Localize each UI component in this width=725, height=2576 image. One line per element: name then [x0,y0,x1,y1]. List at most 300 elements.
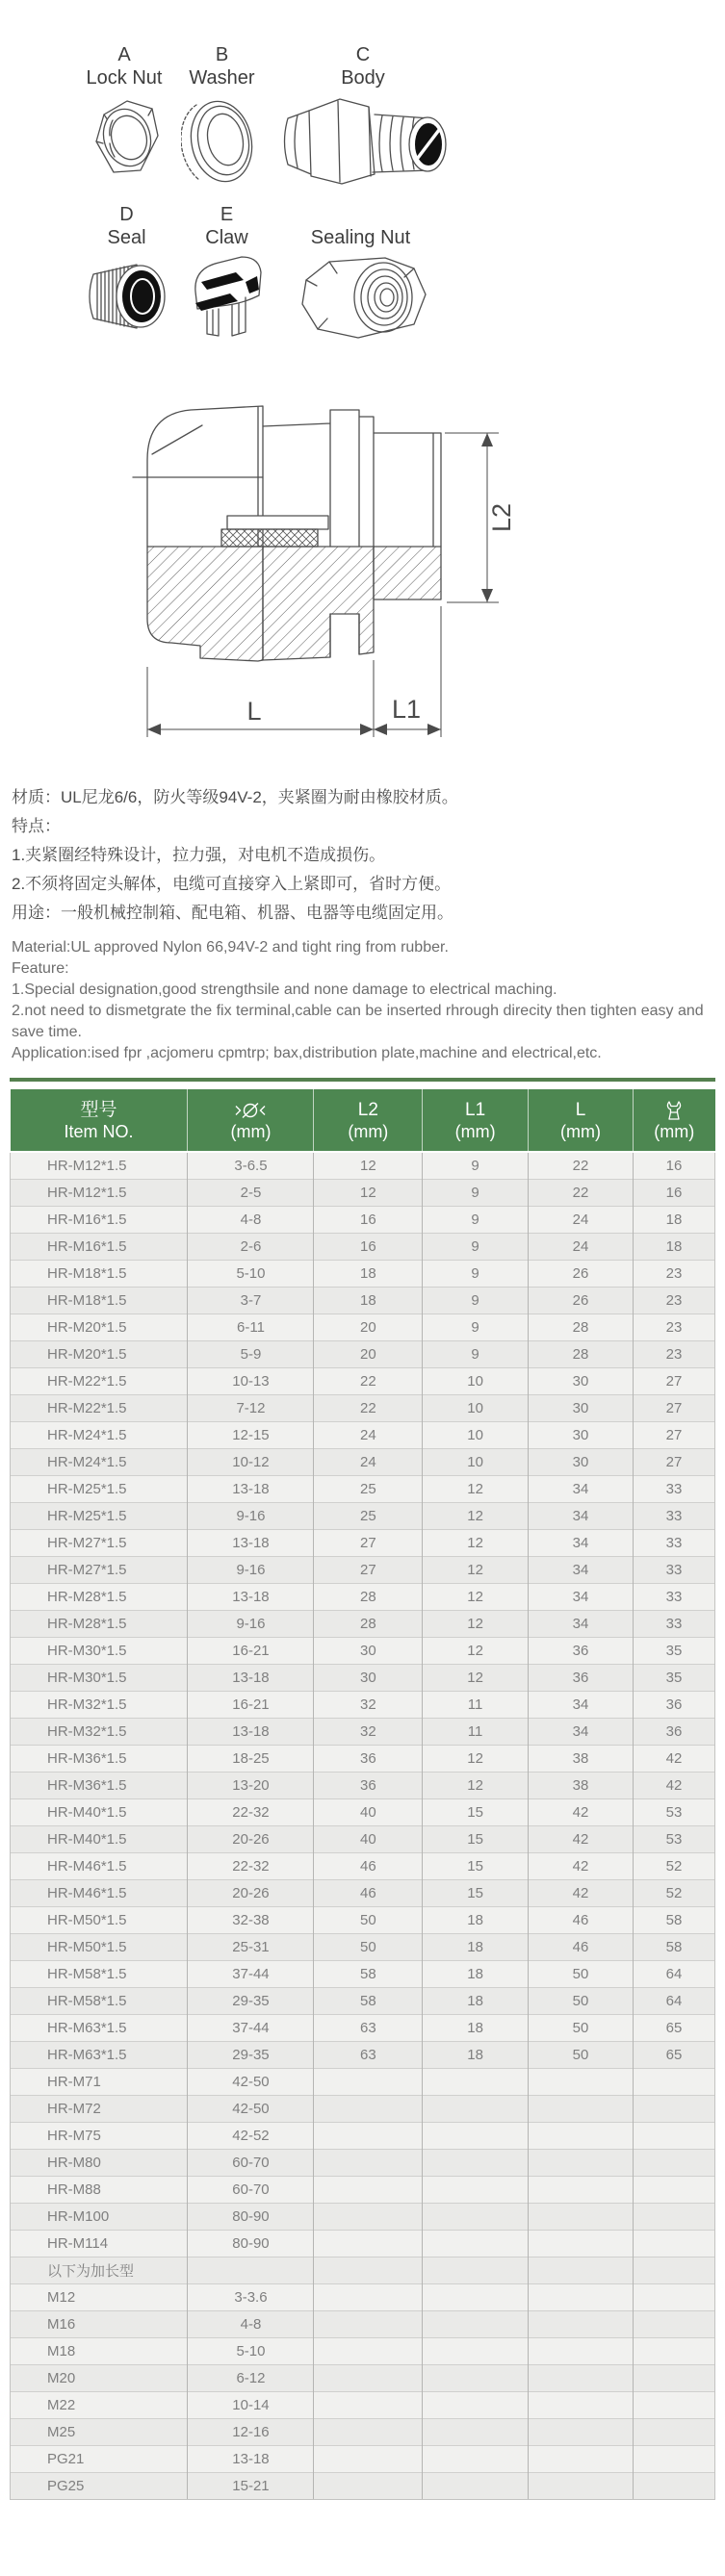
table-cell: 32 [314,1692,423,1719]
table-cell: M18 [11,2338,188,2365]
cn-feature-title: 特点： [12,817,61,835]
table-cell [314,2446,423,2473]
table-cell: 42-50 [188,2096,314,2123]
table-cell: 18 [423,2042,529,2069]
table-row [11,2204,715,2231]
spec-table [10,1089,715,2500]
table-cell: 12 [423,1584,529,1611]
table-cell: HR-M40*1.5 [11,1826,188,1853]
table-row [11,2042,715,2069]
part-seal [81,204,172,341]
table-row [11,2150,715,2177]
table-cell: 53 [634,1826,715,1853]
table-cell: 50 [314,1934,423,1961]
table-cell: 13-18 [188,1530,314,1557]
table-row [11,1611,715,1638]
table-cell: HR-M27*1.5 [11,1530,188,1557]
table-cell: 33 [634,1530,715,1557]
table-cell [314,2473,423,2500]
table-cell: HR-M28*1.5 [11,1611,188,1638]
table-cell: HR-M71 [11,2069,188,2096]
table-cell: 33 [634,1503,715,1530]
table-cell: 18 [314,1261,423,1288]
table-cell: HR-M22*1.5 [11,1395,188,1422]
table-cell: HR-M25*1.5 [11,1476,188,1503]
table-row [11,2257,715,2284]
table-cell: 22 [528,1180,633,1207]
table-cell: 10 [423,1422,529,1449]
table-cell: 42 [528,1826,633,1853]
table-cell [528,2204,633,2231]
en-feature-2: 2.not need to dismetgrate the fix terminal,cable can be inserted rhrough direcity then tighten easy and save time. [12,1003,704,1040]
table-cell: 33 [634,1557,715,1584]
spec-table-body [11,1152,715,2500]
table-cell: 22 [314,1395,423,1422]
table-cell [423,2257,529,2284]
table-cell: 3-7 [188,1288,314,1314]
table-cell: 6-11 [188,1314,314,1341]
table-cell [314,2177,423,2204]
assembly-drawing [114,354,537,768]
table-cell: 16 [634,1152,715,1180]
table-cell: 42-50 [188,2069,314,2096]
table-cell [423,2311,529,2338]
table-cell [528,2365,633,2392]
table-cell: 6-12 [188,2365,314,2392]
table-cell: 27 [634,1422,715,1449]
part-letter [281,204,440,226]
table-cell: 3-6.5 [188,1152,314,1180]
table-cell [314,2365,423,2392]
table-cell [314,2284,423,2311]
table-cell [423,2231,529,2257]
table-cell: HR-M80 [11,2150,188,2177]
table-cell: 9-16 [188,1557,314,1584]
table-cell: 20-26 [188,1826,314,1853]
table-cell: 13-20 [188,1773,314,1799]
table-cell: PG25 [11,2473,188,2500]
table-cell [423,2123,529,2150]
table-cell [423,2284,529,2311]
table-cell: 5-10 [188,2338,314,2365]
table-cell: 34 [528,1503,633,1530]
table-cell: 40 [314,1799,423,1826]
table-cell: 9 [423,1152,529,1180]
part-sealing-nut [281,204,440,341]
table-cell [188,2257,314,2284]
part-body [276,44,450,191]
table-cell: HR-M16*1.5 [11,1207,188,1234]
table-cell: HR-M30*1.5 [11,1665,188,1692]
table-cell: 10-12 [188,1449,314,1476]
table-cell: 26 [528,1288,633,1314]
table-row [11,1152,715,1180]
table-cell: 23 [634,1341,715,1368]
table-cell: 13-18 [188,1476,314,1503]
part-letter: B [215,44,229,65]
table-cell: HR-M20*1.5 [11,1341,188,1368]
table-row [11,1773,715,1799]
part-name: Lock Nut [86,67,163,89]
table-cell: 50 [528,1988,633,2015]
assembly-section-drawing [114,354,725,768]
table-cell: 33 [634,1584,715,1611]
col-header-l [528,1089,633,1152]
col-unit: (mm) [348,1122,389,1141]
table-cell: 15 [423,1853,529,1880]
table-cell: 15 [423,1880,529,1907]
table-cell: 10 [423,1395,529,1422]
table-cell: HR-M18*1.5 [11,1261,188,1288]
table-cell: 4-8 [188,1207,314,1234]
table-cell: 58 [314,1961,423,1988]
table-cell [634,2365,715,2392]
table-cell: 52 [634,1880,715,1907]
table-cell: 53 [634,1799,715,1826]
table-cell: 32 [314,1719,423,1746]
table-cell: 10-14 [188,2392,314,2419]
table-row [11,1180,715,1207]
table-cell: 25 [314,1476,423,1503]
table-cell: M25 [11,2419,188,2446]
table-row [11,1207,715,1234]
table-cell [423,2473,529,2500]
table-cell: 28 [528,1314,633,1341]
table-row [11,1449,715,1476]
part-letter: E [220,204,234,225]
table-cell: 64 [634,1988,715,2015]
table-cell [634,2338,715,2365]
table-cell: 58 [314,1988,423,2015]
table-cell [423,2446,529,2473]
table-cell: 9 [423,1234,529,1261]
table-cell: 30 [528,1395,633,1422]
table-cell: HR-M50*1.5 [11,1934,188,1961]
table-cell: 22-32 [188,1853,314,1880]
table-row [11,1826,715,1853]
table-cell [528,2069,633,2096]
table-cell: 9 [423,1314,529,1341]
table-cell: 13-18 [188,1584,314,1611]
table-cell: HR-M63*1.5 [11,2015,188,2042]
table-cell: HR-M63*1.5 [11,2042,188,2069]
table-cell [634,2177,715,2204]
table-cell: 25 [314,1503,423,1530]
table-cell: 60-70 [188,2150,314,2177]
table-cell: 24 [314,1422,423,1449]
table-cell [423,2338,529,2365]
table-cell: 9-16 [188,1503,314,1530]
table-cell: HR-M24*1.5 [11,1422,188,1449]
table-cell: 12 [423,1557,529,1584]
table-cell: 18 [423,1988,529,2015]
table-cell: HR-M46*1.5 [11,1880,188,1907]
table-cell: HR-M100 [11,2204,188,2231]
table-cell [528,2446,633,2473]
table-cell: 32-38 [188,1907,314,1934]
table-cell: 29-35 [188,1988,314,2015]
table-row [11,1665,715,1692]
col-unit: (mm) [560,1122,601,1141]
table-cell: 16 [314,1207,423,1234]
table-cell: 80-90 [188,2231,314,2257]
table-cell [314,2338,423,2365]
table-cell: 37-44 [188,1961,314,1988]
sealing-nut-figure [281,249,440,341]
table-cell [634,2392,715,2419]
table-cell [314,2231,423,2257]
parts-row-1 [81,44,456,191]
table-cell: 34 [528,1584,633,1611]
table-cell [314,2069,423,2096]
table-cell: 18 [423,1934,529,1961]
table-row [11,2123,715,2150]
table-cell: 38 [528,1773,633,1799]
table-cell: 27 [314,1557,423,1584]
table-cell: 16-21 [188,1692,314,1719]
table-row [11,1530,715,1557]
en-material-line: Material:UL approved Nylon 66,94V-2 and tight ring from rubber. [12,939,449,956]
table-cell: 9 [423,1180,529,1207]
table-row [11,1746,715,1773]
table-cell: 35 [634,1638,715,1665]
table-cell: 13-18 [188,1665,314,1692]
table-row [11,2473,715,2500]
table-cell: 63 [314,2015,423,2042]
col-title-cn: 型号 [80,1100,117,1120]
table-cell [634,2231,715,2257]
part-name: Claw [205,227,248,248]
table-cell: HR-M22*1.5 [11,1368,188,1395]
table-cell: 30 [528,1422,633,1449]
table-cell: 12 [423,1611,529,1638]
table-row [11,1234,715,1261]
table-row [11,2096,715,2123]
table-row [11,1395,715,1422]
table-cell: 18 [634,1234,715,1261]
col-title: L2 [357,1100,378,1120]
table-cell: 12-15 [188,1422,314,1449]
washer-figure [181,89,263,191]
table-cell: HR-M72 [11,2096,188,2123]
table-cell [423,2204,529,2231]
table-cell: 23 [634,1288,715,1314]
table-row [11,2015,715,2042]
table-cell: HR-M12*1.5 [11,1180,188,1207]
table-cell: 42 [634,1746,715,1773]
table-cell: 46 [528,1934,633,1961]
table-cell: 11 [423,1719,529,1746]
table-cell: 18 [634,1207,715,1234]
table-cell: 50 [314,1907,423,1934]
table-row [11,1719,715,1746]
table-cell: 22 [314,1368,423,1395]
table-cell: 34 [528,1719,633,1746]
table-cell: HR-M114 [11,2231,188,2257]
table-cell: M16 [11,2311,188,2338]
table-cell: 36 [528,1665,633,1692]
table-cell: PG21 [11,2446,188,2473]
table-cell: 12 [423,1665,529,1692]
table-cell: 30 [528,1368,633,1395]
table-row [11,1961,715,1988]
exploded-parts-diagram [81,44,456,341]
table-cell: HR-M46*1.5 [11,1853,188,1880]
table-row [11,2231,715,2257]
table-cell: 9 [423,1288,529,1314]
table-cell: 33 [634,1611,715,1638]
table-cell: 12 [314,1152,423,1180]
table-cell [634,2096,715,2123]
table-cell [528,2096,633,2123]
table-cell: HR-M36*1.5 [11,1746,188,1773]
table-row [11,1799,715,1826]
table-cell: 58 [634,1907,715,1934]
table-cell: 35 [634,1665,715,1692]
table-cell: 50 [528,2015,633,2042]
table-cell: 34 [528,1476,633,1503]
body-figure [276,89,450,191]
table-cell: 5-9 [188,1341,314,1368]
table-cell: 42 [528,1880,633,1907]
table-cell: 22-32 [188,1799,314,1826]
table-cell: 36 [634,1692,715,1719]
seal-figure [81,249,172,341]
table-cell: 42-52 [188,2123,314,2150]
table-row [11,1880,715,1907]
table-cell: 65 [634,2015,715,2042]
table-cell: HR-M12*1.5 [11,1152,188,1180]
table-cell: 34 [528,1557,633,1584]
table-cell: 28 [314,1584,423,1611]
table-cell [634,2446,715,2473]
table-cell: HR-M88 [11,2177,188,2204]
table-cell [314,2123,423,2150]
col-unit: (mm) [230,1122,272,1141]
table-cell: 10 [423,1449,529,1476]
chinese-spec-block [12,783,713,928]
table-cell: 64 [634,1961,715,1988]
table-cell [528,2473,633,2500]
cn-material-line: 材质：UL尼龙6/6，防火等级94V-2，夹紧圈为耐由橡胶材质。 [12,788,458,806]
table-cell: 30 [314,1638,423,1665]
table-cell [634,2069,715,2096]
table-cell: 12 [423,1530,529,1557]
english-spec-block [12,937,713,1064]
part-letter: C [355,44,371,65]
table-cell: 20 [314,1314,423,1341]
table-cell: 24 [528,1207,633,1234]
cn-feature-1: 1.夹紧圈经特殊设计，拉力强，对电机不造成损伤。 [12,846,386,864]
col-title: L1 [465,1100,486,1120]
table-cell: 27 [634,1395,715,1422]
table-cell [423,2419,529,2446]
table-cell [634,2204,715,2231]
part-letter: D [119,204,134,225]
table-cell [634,2150,715,2177]
table-cell: 42 [528,1799,633,1826]
table-cell: 36 [314,1773,423,1799]
part-washer [181,44,263,191]
table-cell: 9-16 [188,1611,314,1638]
table-top-divider [10,1078,715,1082]
table-cell: 20 [314,1341,423,1368]
col-unit: (mm) [654,1122,695,1141]
table-cell: 10 [423,1368,529,1395]
table-cell: 46 [314,1880,423,1907]
table-cell: 36 [634,1719,715,1746]
table-cell [528,2150,633,2177]
claw-figure [186,249,268,341]
table-cell [528,2311,633,2338]
table-row [11,1341,715,1368]
table-cell [528,2284,633,2311]
parts-row-2 [81,204,456,341]
table-cell: 65 [634,2042,715,2069]
table-cell [528,2392,633,2419]
table-cell: 36 [528,1638,633,1665]
table-cell: 15-21 [188,2473,314,2500]
col-header-l1 [423,1089,529,1152]
table-cell [314,2419,423,2446]
table-row [11,2392,715,2419]
table-row [11,2446,715,2473]
table-cell: 42 [634,1773,715,1799]
table-row [11,1557,715,1584]
table-cell: 42 [528,1853,633,1880]
table-cell: HR-M18*1.5 [11,1288,188,1314]
table-cell: 18 [423,1961,529,1988]
table-row [11,2311,715,2338]
table-cell: 15 [423,1799,529,1826]
table-cell: 16 [634,1180,715,1207]
table-cell: 46 [528,1907,633,1934]
table-cell: 60-70 [188,2177,314,2204]
table-row [11,2069,715,2096]
dim-label-l: L [246,697,262,726]
table-cell: 27 [634,1449,715,1476]
table-cell [423,2150,529,2177]
col-title-en: Item NO. [64,1122,134,1141]
table-row [11,2419,715,2446]
table-cell: 2-6 [188,1234,314,1261]
table-cell: HR-M28*1.5 [11,1584,188,1611]
table-cell: 18 [314,1288,423,1314]
col-header-clamp-range [188,1089,314,1152]
table-cell: 15 [423,1826,529,1853]
table-cell: 38 [528,1746,633,1773]
table-cell: 3-3.6 [188,2284,314,2311]
table-row [11,2284,715,2311]
table-cell: 12-16 [188,2419,314,2446]
table-cell: 13-18 [188,1719,314,1746]
table-header-row [11,1089,715,1152]
table-cell: 30 [314,1665,423,1692]
table-row [11,1261,715,1288]
table-row [11,1692,715,1719]
table-cell [314,2204,423,2231]
table-row [11,1584,715,1611]
table-cell: 12 [314,1180,423,1207]
table-cell [423,2365,529,2392]
table-cell [634,2473,715,2500]
table-row [11,1638,715,1665]
wrench-icon [664,1100,684,1121]
table-cell [528,2177,633,2204]
table-row [11,1853,715,1880]
table-cell [528,2419,633,2446]
table-cell: 11 [423,1692,529,1719]
